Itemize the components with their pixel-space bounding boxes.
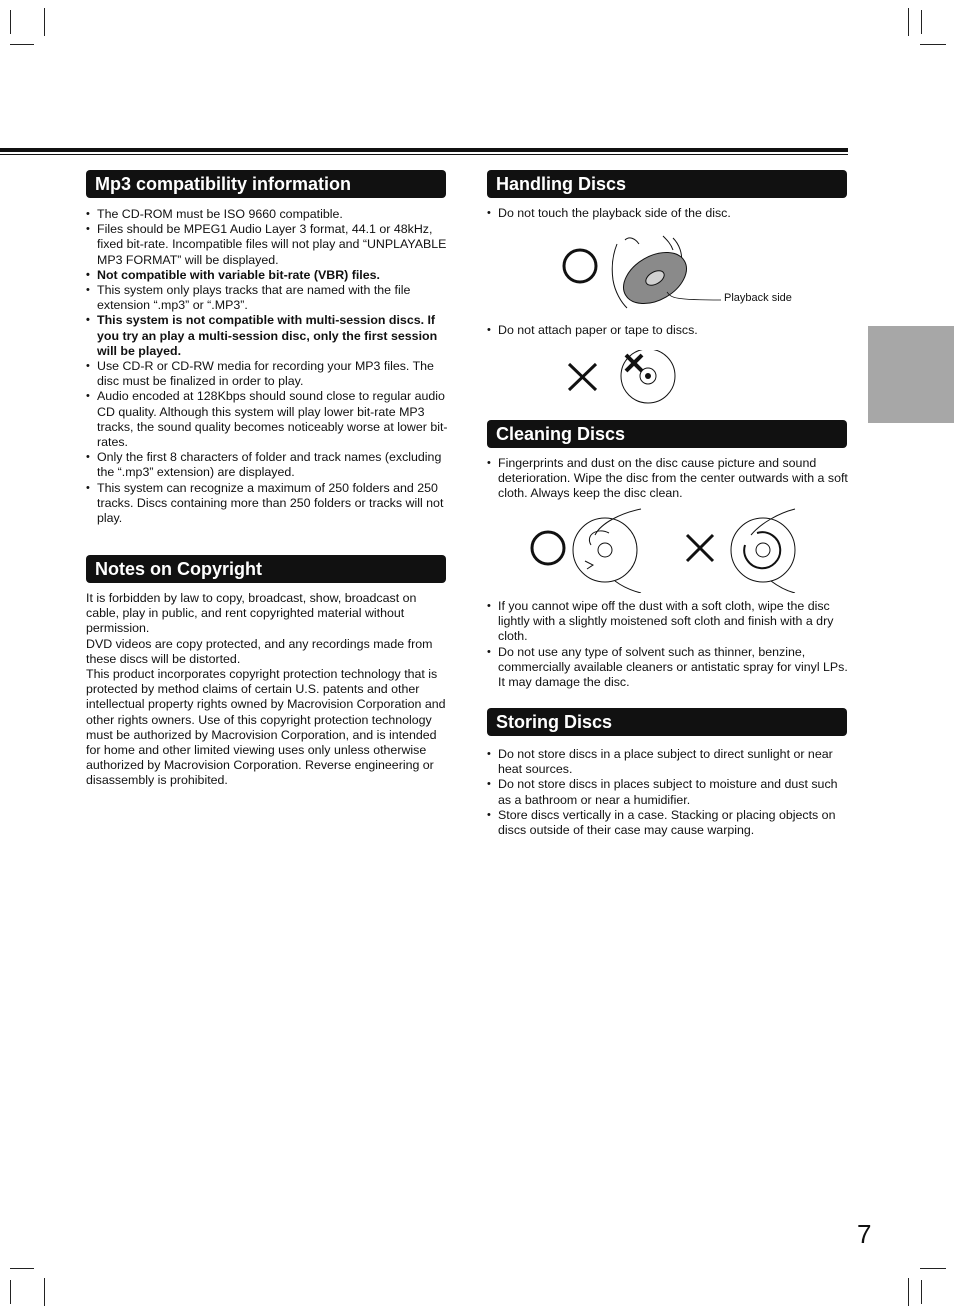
circle-ok-icon [532,532,564,564]
list-item: • Use CD-R or CD-RW media for recording your MP3 files. The disc must be finalized in order to play. [86,359,448,389]
list-item: • Audio encoded at 128Kbps should sound close to regular audio CD quality. Although this system will play lower bit-rate MP3 tracks, the sound quality becomes noticeably worse at lower bit-rates. [86,389,448,450]
cross-ng-icon [687,535,713,561]
list-item: • Only the first 8 characters of folder and track names (excluding the “.mp3” extension) are displayed. [86,450,448,480]
disc-icon [731,518,795,582]
disc-icon [615,242,696,312]
cross-ng-icon [569,364,596,390]
list-item: • This system can recognize a maximum of 250 folders and 250 tracks. Discs containing more than 250 folders or tracks will not play. [86,481,448,527]
list-item: • Do not use any type of solvent such as thinner, benzine, commercially available cleaners or antistatic spray for vinyl LPs. It may damage the disc. [487,645,849,691]
top-rule [0,148,848,152]
side-tab [868,326,954,423]
list-item: • Do not touch the playback side of the disc. [487,206,849,221]
list-item: • If you cannot wipe off the dust with a soft cloth, wipe the disc lightly with a slightly moistened soft cloth and finish with a dry cloth. [487,599,849,645]
list-item: • This system is not compatible with multi-session discs. If you try an play a multi-session disc, only the first session will be played. [86,313,448,359]
tape-figure [560,350,700,406]
list-item: • This system only plays tracks that are named with the file extension “.mp3” or “.MP3”. [86,283,448,313]
mp3-section-title: Mp3 compatibility information [86,170,446,198]
storing-section-title: Storing Discs [487,708,847,736]
copyright-paragraph: DVD videos are copy protected, and any recordings made from these discs will be distorted. [86,636,433,666]
top-rule-thin [0,154,848,155]
handling-list-1 [487,206,849,221]
cleaning-list-2 [487,599,849,690]
cleaning-list-1 [487,456,849,502]
list-item: • Fingerprints and dust on the disc cause picture and sound deterioration. Wipe the disc from the center outwards with a soft cloth. Always keep the disc clean. [487,456,849,502]
list-item: • Do not store discs in places subject to moisture and dust such as a bathroom or near a humidifier. [487,777,849,807]
disc-icon [573,518,637,582]
list-item: • The CD-ROM must be ISO 9660 compatible. [86,207,448,222]
handling-figure [555,232,735,312]
page-number: 7 [857,1219,872,1249]
list-item: • Files should be MPEG1 Audio Layer 3 format, 44.1 or 48kHz, fixed bit-rate. Incompatible files will not play and “UNPLAYABLE MP3 FORMAT” will be displayed. [86,222,448,268]
copyright-section-title: Notes on Copyright [86,555,446,583]
copyright-text [86,591,448,789]
list-item: • Do not store discs in a place subject to direct sunlight or near heat sources. [487,747,849,777]
storing-list [487,747,849,838]
playback-side-caption: Playback side [724,292,792,304]
handling-section-title: Handling Discs [487,170,847,198]
cleaning-figure [525,505,805,593]
circle-ok-icon [564,250,596,282]
list-item: • Do not attach paper or tape to discs. [487,323,849,338]
handling-list-2 [487,323,849,338]
cleaning-section-title: Cleaning Discs [487,420,847,448]
copyright-paragraph: It is forbidden by law to copy, broadcast, show, broadcast on cable, play in public, and rent copyrighted material without permission. [86,591,417,636]
list-item: • Store discs vertically in a case. Stacking or placing objects on discs outside of their case may cause warping. [487,808,849,838]
list-item: • Not compatible with variable bit-rate (VBR) files. [86,268,448,283]
copyright-paragraph: This product incorporates copyright protection technology that is protected by method claims of certain U.S. patents and other intellectual property rights owned by Macrovision Corporation and other rights owners. Use of this copyright protection technology must be authorized by Macrovision Corporation, and is intended for home and other limited viewing uses only unless otherwise authorized by Macrovision Corporation. Reverse engineering or disassembly is prohibited. [86,667,446,788]
mp3-list [86,207,448,526]
